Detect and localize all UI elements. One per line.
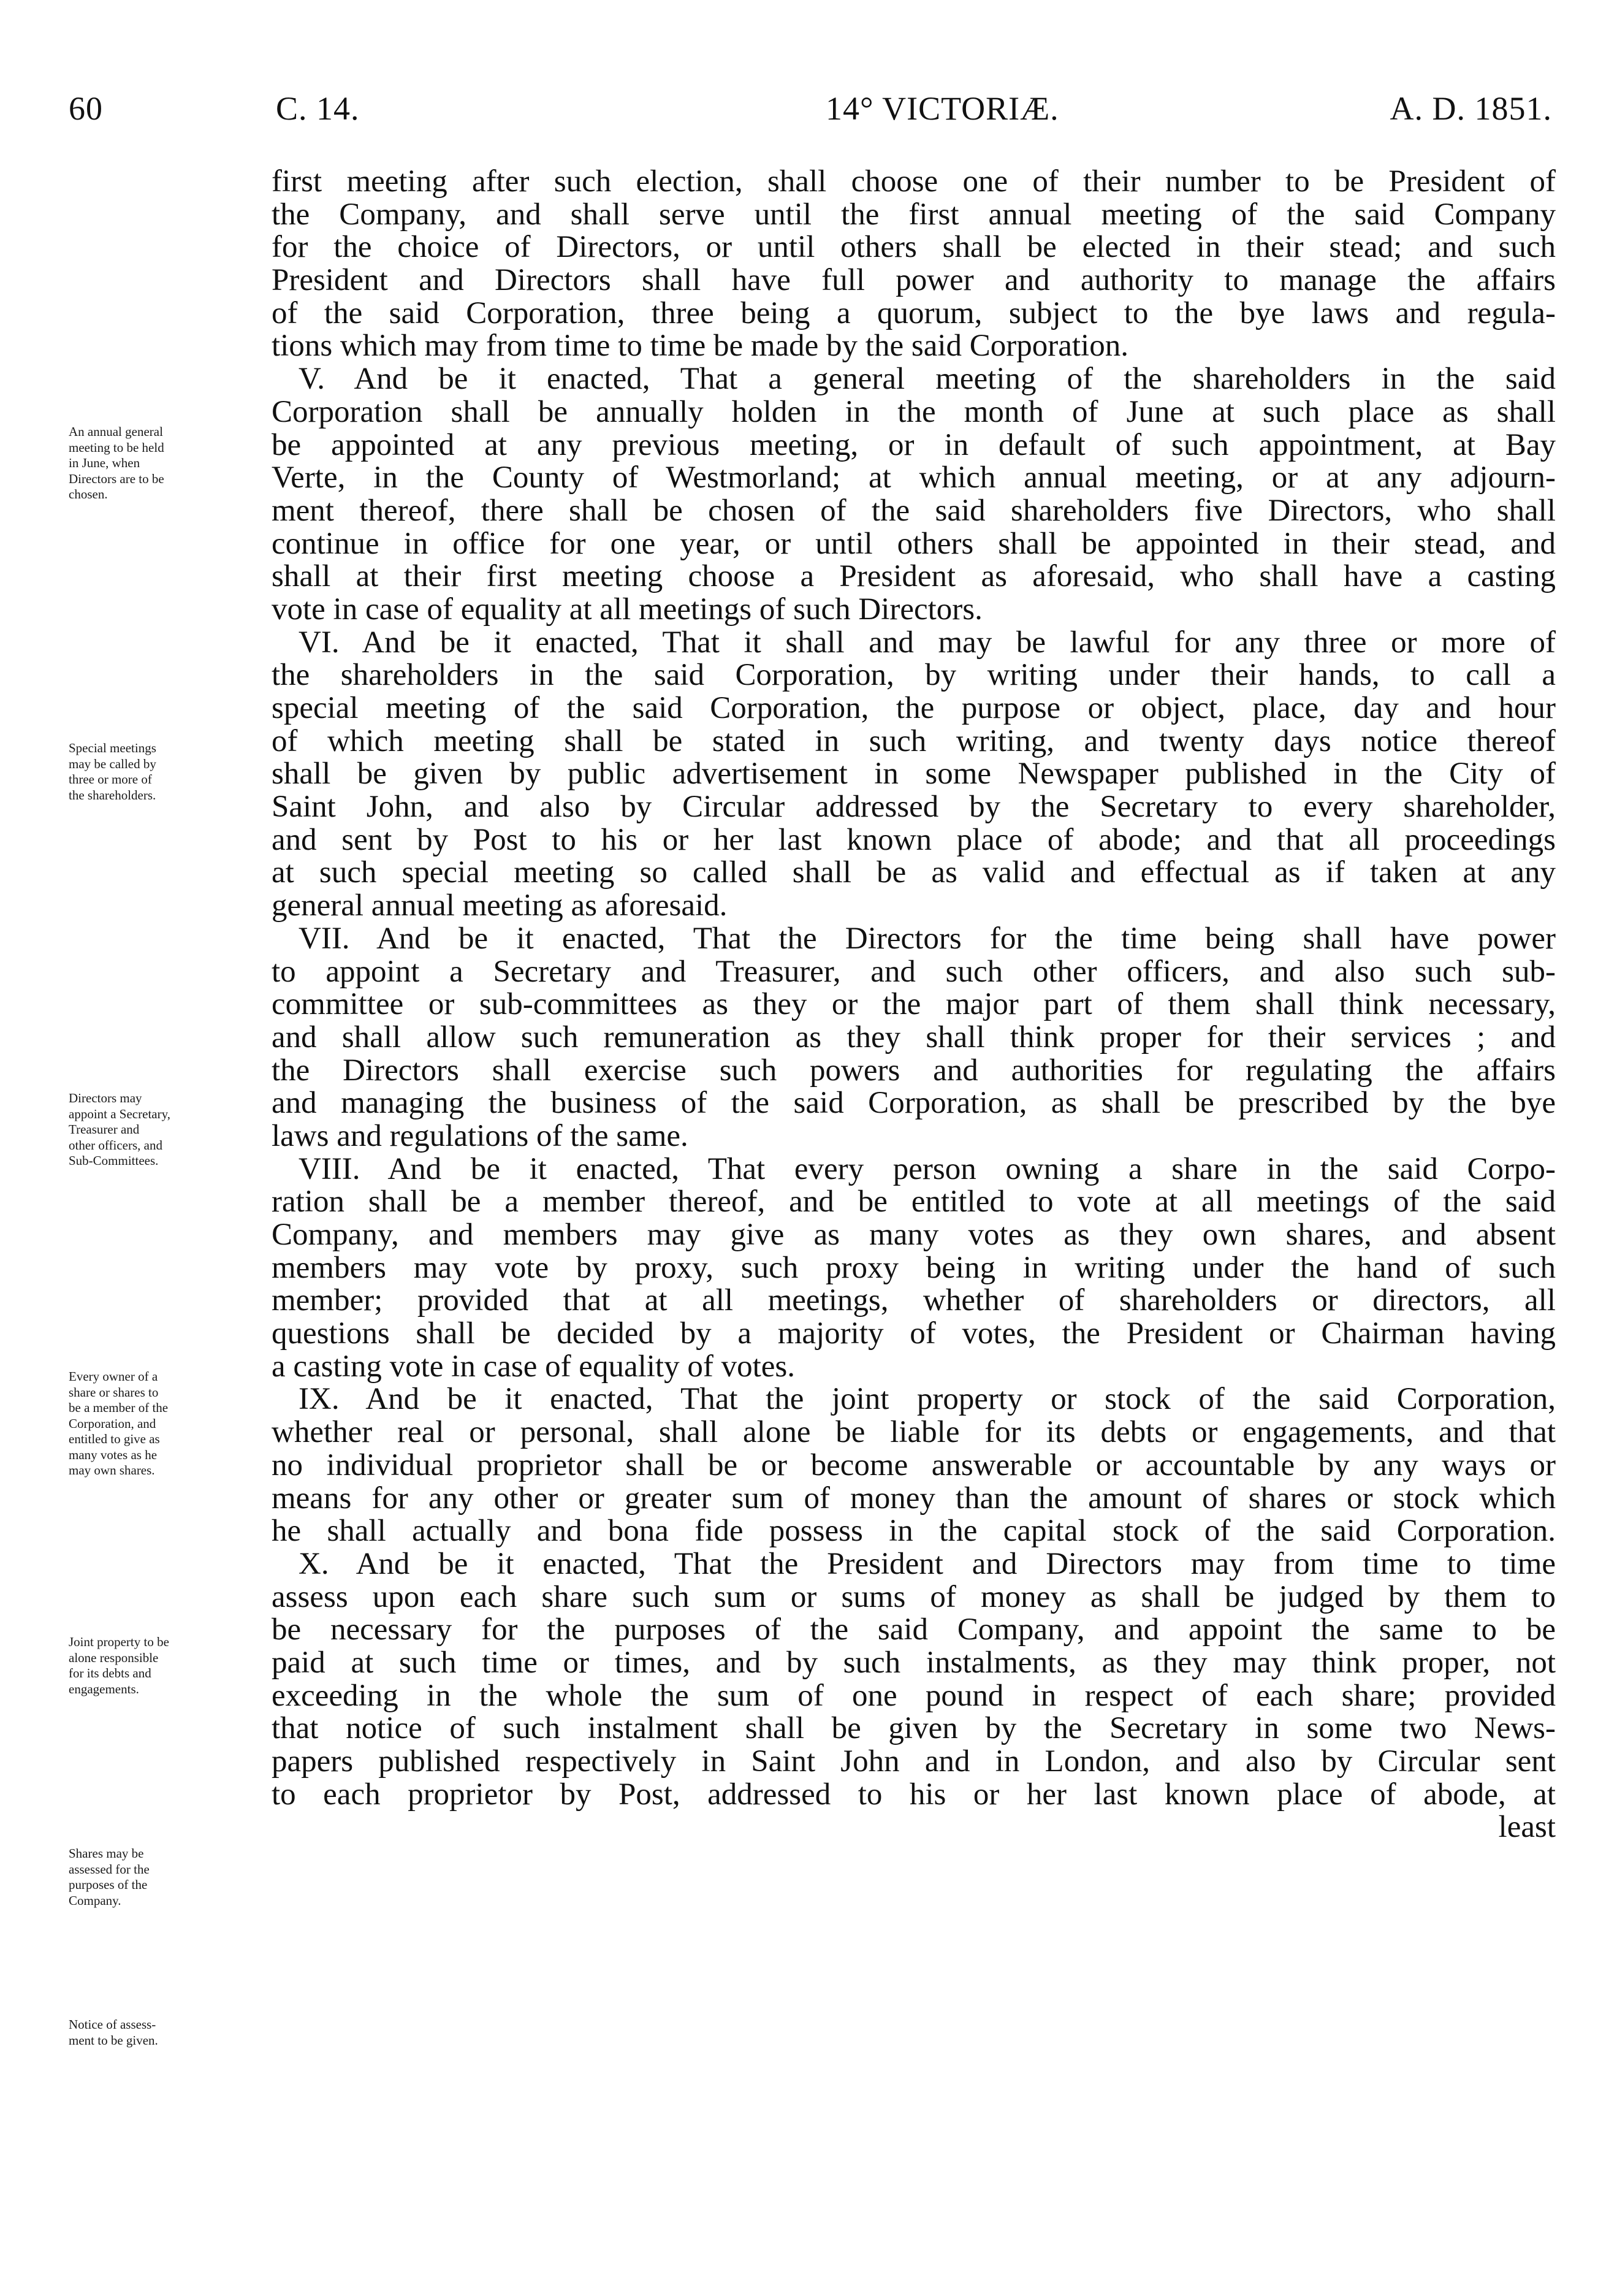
section-viii-start: VIII. And be it enacted, That every person owning a share in the said Corpo- xyxy=(299,1151,1556,1186)
margin-note-directors-appoint: Directors may appoint a Secretary, Treasurer and other officers, and Sub-Committees. xyxy=(69,1091,170,1168)
text-line: to each proprietor by Post, addressed to his or her last known place of abode, at xyxy=(272,1777,1556,1812)
text-line: tions which may from time to time be made by the said Corporation. xyxy=(272,329,1128,364)
text-line: paid at such time or times, and by such instalments, as they may think proper, not xyxy=(272,1645,1556,1680)
section-vi-start: VI. And be it enacted, That it shall and may be lawful for any three or more of xyxy=(299,625,1556,660)
margin-note-notice-assessment: Notice of assess- ment to be given. xyxy=(69,2017,158,2048)
margin-note-joint-property: Joint property to be alone responsible for its debts and engagements. xyxy=(69,1634,169,1696)
text-line: member; provided that at all meetings, whether of shareholders or directors, all xyxy=(272,1283,1556,1318)
chapter-number: C. 14. xyxy=(276,90,360,127)
text-line: be appointed at any previous meeting, or in default of such appointment, at Bay xyxy=(272,427,1556,462)
page-header xyxy=(69,90,1552,139)
margin-note-special-meetings: Special meetings may be called by three or more of the shareholders. xyxy=(69,741,156,803)
regnal-title: 14° VICTORIÆ. xyxy=(826,90,1059,127)
text-line: laws and regulations of the same. xyxy=(272,1118,688,1153)
section-ix-start: IX. And be it enacted, That the joint property or stock of the said Corporation, xyxy=(299,1382,1556,1417)
margin-note-shares-assessed: Shares may be assessed for the purposes of the Company. xyxy=(69,1846,150,1908)
margin-note-annual-meeting: An annual general meeting to be held in June, when Directors are to be chosen. xyxy=(69,424,164,502)
section-x-start: X. And be it enacted, That the President and Directors may from time to time xyxy=(299,1546,1556,1581)
text-line: whether real or personal, shall alone be liable for its debts or engagements, and that xyxy=(272,1415,1556,1450)
text-line: Company, and members may give as many votes as they own shares, and absent xyxy=(272,1218,1556,1252)
text-line: assess upon each share such sum or sums of money as shall be judged by them to xyxy=(272,1579,1556,1614)
text-line: special meeting of the said Corporation, the purpose or object, place, day and hour xyxy=(272,691,1556,725)
text-line: continue in office for one year, or until others shall be appointed in their stead, and xyxy=(272,526,1556,561)
text-line: shall at their first meeting choose a President as aforesaid, who shall have a casting xyxy=(272,559,1556,594)
page-number: 60 xyxy=(69,90,103,127)
year: A. D. 1851. xyxy=(1390,90,1552,127)
text-line: be necessary for the purposes of the said Company, and appoint the same to be xyxy=(272,1612,1556,1647)
text-line: the Directors shall exercise such powers and authorities for regulating the affairs xyxy=(272,1053,1556,1088)
text-line: ment thereof, there shall be chosen of the said shareholders five Directors, who shall xyxy=(272,493,1556,528)
text-line: at such special meeting so called shall be as valid and effectual as if taken at any xyxy=(272,855,1556,890)
text-line: of the said Corporation, three being a quorum, subject to the bye laws and regula- xyxy=(272,296,1556,330)
text-line: and shall allow such remuneration as they shall think proper for their services ; and xyxy=(272,1020,1556,1055)
statute-body xyxy=(272,166,1556,1844)
text-line: Verte, in the County of Westmorland; at which annual meeting, or at any adjourn- xyxy=(272,460,1556,495)
text-line: President and Directors shall have full power and authority to manage the affairs xyxy=(272,263,1556,298)
text-line: papers published respectively in Saint John and in London, and also by Circular sent xyxy=(272,1744,1556,1779)
text-line: Saint John, and also by Circular addressed by the Secretary to every shareholder, xyxy=(272,790,1556,825)
catchword: least xyxy=(1498,1810,1556,1845)
text-line: and sent by Post to his or her last known place of abode; and that all proceedings xyxy=(272,822,1556,857)
text-line: Corporation shall be annually holden in the month of June at such place as shall xyxy=(272,394,1556,429)
text-line: members may vote by proxy, such proxy being in writing under the hand of such xyxy=(272,1250,1556,1285)
text-line: means for any other or greater sum of money than the amount of shares or stock which xyxy=(272,1481,1556,1516)
text-line: and managing the business of the said Corporation, as shall be prescribed by the bye xyxy=(272,1086,1556,1121)
margin-note-share-owner-member: Every owner of a share or shares to be a member of the Corporation, and entitled to give as many votes as he may own shares. xyxy=(69,1369,169,1478)
text-line: ration shall be a member thereof, and be entitled to vote at all meetings of the said xyxy=(272,1184,1556,1219)
text-line: the Company, and shall serve until the first annual meeting of the said Company xyxy=(272,197,1556,232)
text-line: he shall actually and bona fide possess in the capital stock of the said Corporation. xyxy=(272,1514,1556,1549)
text-line: committee or sub-committees as they or the major part of them shall think necessary, xyxy=(272,987,1556,1022)
text-line: general annual meeting as aforesaid. xyxy=(272,888,728,923)
text-line: vote in case of equality at all meetings of such Directors. xyxy=(272,592,983,627)
text-line: no individual proprietor shall be or become answerable or accountable by any ways or xyxy=(272,1447,1556,1482)
section-vii-start: VII. And be it enacted, That the Directors for the time being shall have power xyxy=(299,921,1556,956)
text-line: questions shall be decided by a majority of votes, the President or Chairman having xyxy=(272,1316,1556,1351)
section-v-start: V. And be it enacted, That a general meeting of the shareholders in the said xyxy=(299,362,1556,397)
text-line: the shareholders in the said Corporation, by writing under their hands, to call a xyxy=(272,658,1556,693)
text-line: for the choice of Directors, or until others shall be elected in their stead; and such xyxy=(272,230,1556,265)
text-line: that notice of such instalment shall be given by the Secretary in some two News- xyxy=(272,1711,1556,1746)
text-line: a casting vote in case of equality of votes. xyxy=(272,1349,795,1384)
text-line: first meeting after such election, shall choose one of their number to be President of xyxy=(272,164,1556,199)
text-line: of which meeting shall be stated in such writing, and twenty days notice thereof xyxy=(272,723,1556,758)
text-line: shall be given by public advertisement in some Newspaper published in the City of xyxy=(272,757,1556,791)
text-line: to appoint a Secretary and Treasurer, and such other officers, and also such sub- xyxy=(272,954,1556,989)
text-line: exceeding in the whole the sum of one pound in respect of each share; provided xyxy=(272,1678,1556,1713)
